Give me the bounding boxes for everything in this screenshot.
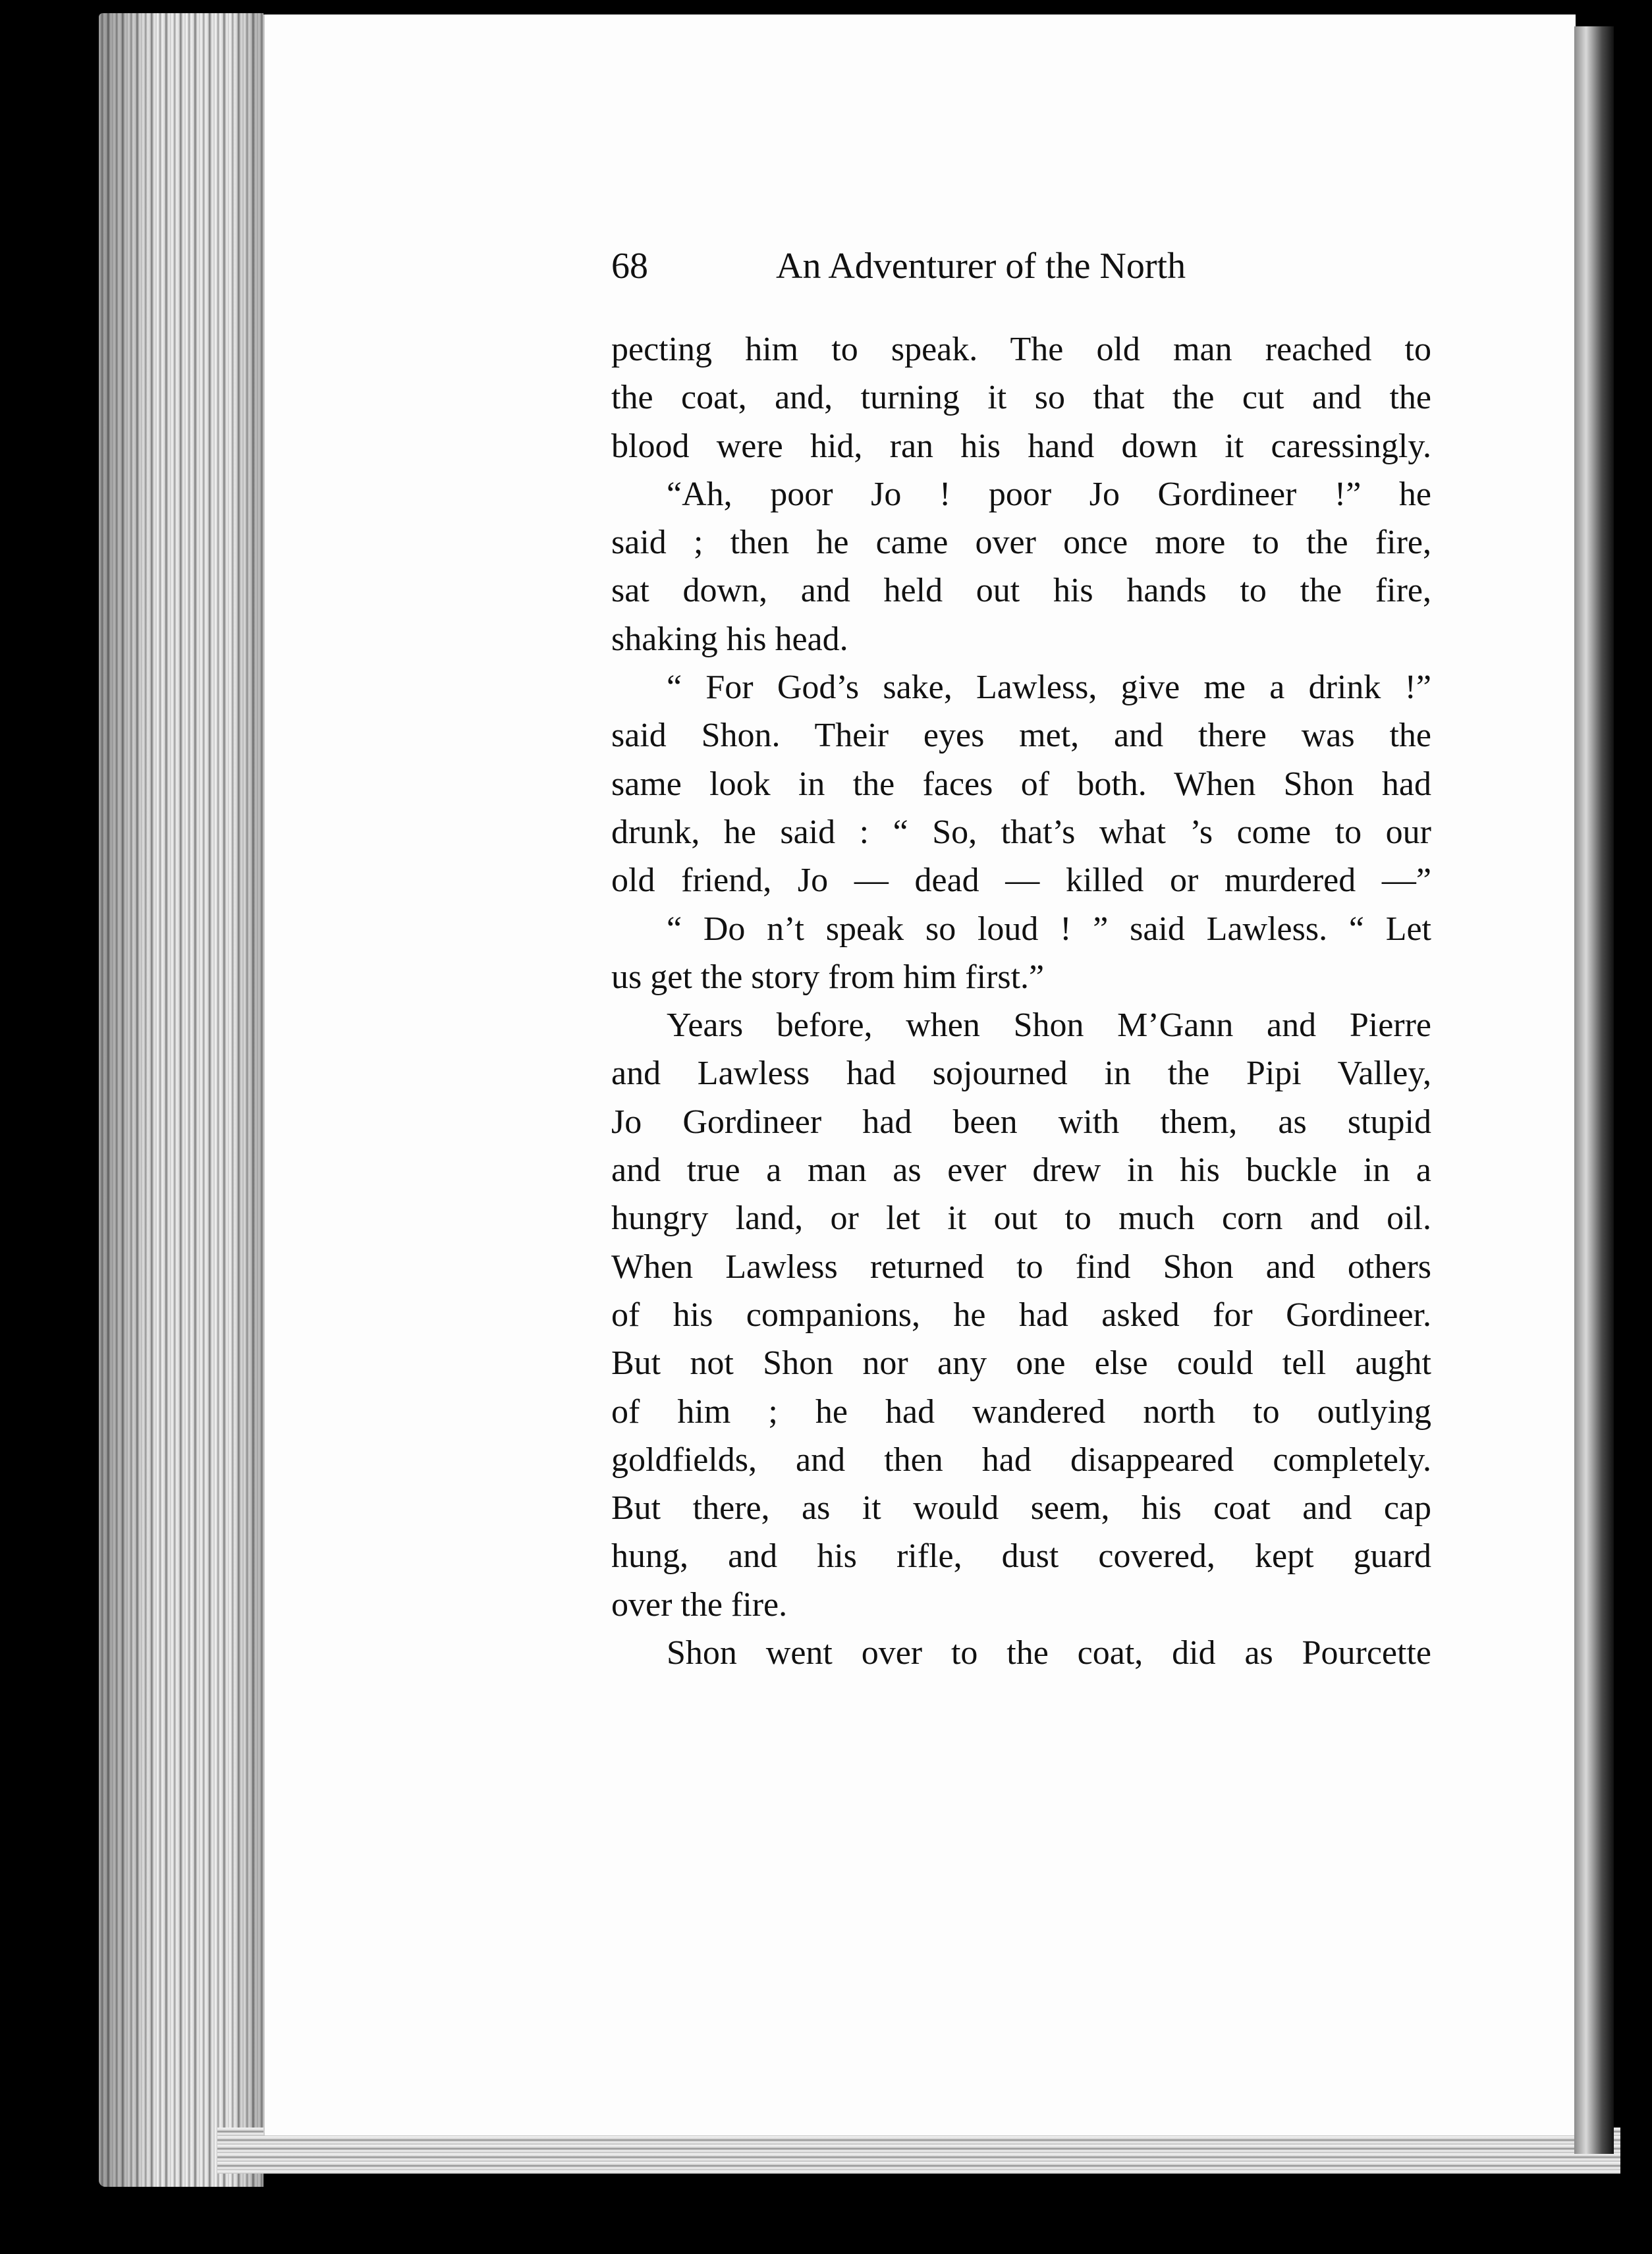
text-line: Shon went over to the coat, did as Pourcette: [667, 1634, 1431, 1672]
text-line: But not Shon nor any one else could tell aught: [611, 1344, 1431, 1383]
text-line: same look in the faces of both. When Shon had: [611, 765, 1431, 803]
page-number: 68: [611, 246, 648, 287]
text-line: and true a man as ever drew in his buckle in a: [611, 1151, 1431, 1190]
body-text: [611, 325, 1431, 1677]
text-line: the coat, and, turning it so that the cut and the: [611, 379, 1431, 417]
text-line: drunk, he said : “ So, that’s what ’s come to our: [611, 813, 1431, 851]
text-line: of his companions, he had asked for Gordineer.: [611, 1296, 1431, 1334]
running-title: An Adventurer of the North: [776, 246, 1186, 287]
text-line: “Ah, poor Jo ! poor Jo Gordineer !” he: [667, 475, 1431, 513]
text-line: pecting him to speak. The old man reached to: [611, 331, 1431, 368]
text-line: said ; then he came over once more to the fire,: [611, 524, 1431, 562]
text-line: hung, and his rifle, dust covered, kept guard: [611, 1537, 1431, 1576]
page-header: [611, 245, 1277, 298]
text-line: “ For God’s sake, Lawless, give me a drink !”: [667, 669, 1431, 707]
text-line: sat down, and held out his hands to the fire,: [611, 572, 1431, 610]
text-line: of him ; he had wandered north to outlying: [611, 1392, 1431, 1431]
text-line: Years before, when Shon M’Gann and Pierre: [667, 1006, 1431, 1045]
scan-speck: [1067, 2185, 1081, 2208]
text-line: shaking his head.: [611, 620, 848, 658]
text-line: “ Do n’t speak so loud ! ” said Lawless. “ Let: [667, 910, 1431, 948]
page-edges-shadow: [99, 13, 263, 2187]
text-line: and Lawless had sojourned in the Pipi Valley,: [611, 1055, 1431, 1093]
text-line: said Shon. Their eyes met, and there was the: [611, 717, 1431, 755]
text-line: us get the story from him first.”: [611, 958, 1045, 996]
text-line: But there, as it would seem, his coat and cap: [611, 1489, 1431, 1527]
text-line: blood were hid, ran his hand down it caressingly.: [611, 427, 1431, 465]
text-line: over the fire.: [611, 1585, 788, 1624]
text-line: goldfields, and then had disappeared completely.: [611, 1441, 1431, 1479]
right-page-edge: [1574, 26, 1614, 2154]
text-line: old friend, Jo — dead — killed or murdered —”: [611, 862, 1431, 900]
text-line: Jo Gordineer had been with them, as stupid: [611, 1103, 1431, 1141]
text-line: hungry land, or let it out to much corn and oil.: [611, 1199, 1431, 1238]
text-line: When Lawless returned to find Shon and others: [611, 1248, 1431, 1286]
